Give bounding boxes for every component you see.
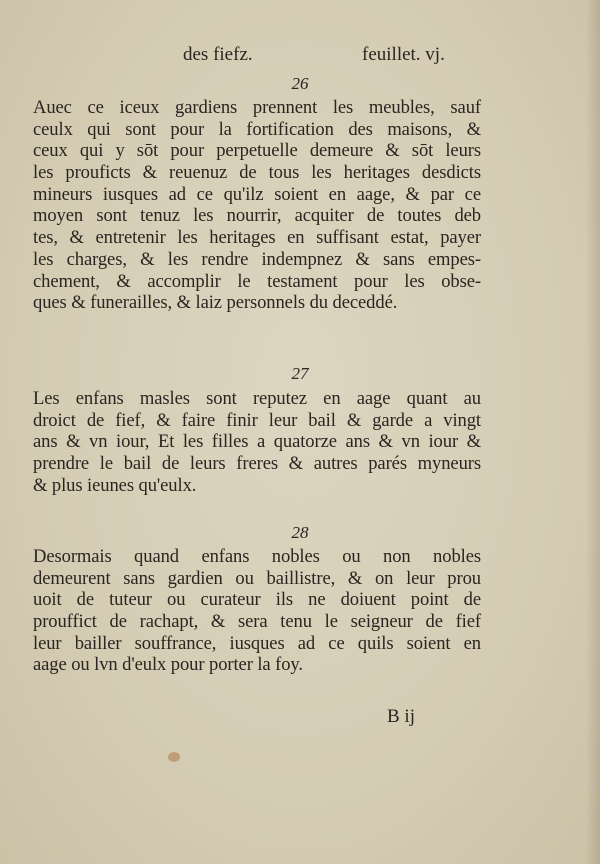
text-line: Auec ce iceux gardiens prennent les meubles, sauf <box>33 97 481 118</box>
text-line: ceulx qui sont pour la fortification des maisons, & <box>33 118 481 140</box>
article-paragraph <box>33 388 481 496</box>
text-line: Les enfans masles sont reputez en aage quant au <box>33 388 481 409</box>
text-line: ans & vn iour, Et les filles a quatorze ans & vn iour & <box>33 431 481 453</box>
text-line: chement, & accomplir le testament pour les obse- <box>33 270 481 292</box>
running-head-title: des fiefz. <box>183 44 253 65</box>
running-head <box>0 44 600 72</box>
text-line: mineurs iusques ad ce qu'ilz soient en aage, & par ce <box>33 183 481 205</box>
paper-stain <box>168 752 180 762</box>
text-line: demeurent sans gardien ou baillistre, & on leur prou <box>33 567 481 589</box>
text-line: moyen sont tenuz les nourrir, acquiter de toutes deb <box>33 205 481 227</box>
text-line: leur bailler souffrance, iusques ad ce quils soient en <box>33 632 481 654</box>
text-line: tes, & entretenir les heritages en suffisant estat, payer <box>33 227 481 249</box>
article-paragraph <box>33 546 481 676</box>
article-number: 26 <box>291 74 309 93</box>
text-line: prendre le bail de leurs freres & autres parés myneurs <box>33 453 481 475</box>
text-line: droict de fief, & faire finir leur bail & garde a vingt <box>33 409 481 431</box>
text-line: prouffict de rachapt, & sera tenu le seigneur de fief <box>33 611 481 633</box>
text-line: Desormais quand enfans nobles ou non nobles <box>33 546 481 567</box>
text-line: les prouficts & reuenuz de tous les heritages desdicts <box>33 162 481 184</box>
text-line: & plus ieunes qu'eulx. <box>33 474 197 496</box>
text-line: ques & funerailles, & laiz personnels du deceddé. <box>33 292 398 314</box>
text-line: les charges, & les rendre indempnez & sans empes- <box>33 248 481 270</box>
text-line: aage ou lvn d'eulx pour porter la foy. <box>33 654 303 676</box>
article-number: 28 <box>291 523 309 542</box>
text-line: ceux qui y sōt pour perpetuelle demeure & sōt leurs <box>33 140 481 162</box>
article-paragraph <box>33 97 481 314</box>
folio-number: feuillet. vj. <box>362 44 445 65</box>
signature-mark: B ij <box>387 706 415 727</box>
text-line: uoit de tuteur ou curateur ils ne doiuent point de <box>33 589 481 611</box>
page-edge-shadow <box>586 0 600 864</box>
article-number: 27 <box>291 364 309 383</box>
